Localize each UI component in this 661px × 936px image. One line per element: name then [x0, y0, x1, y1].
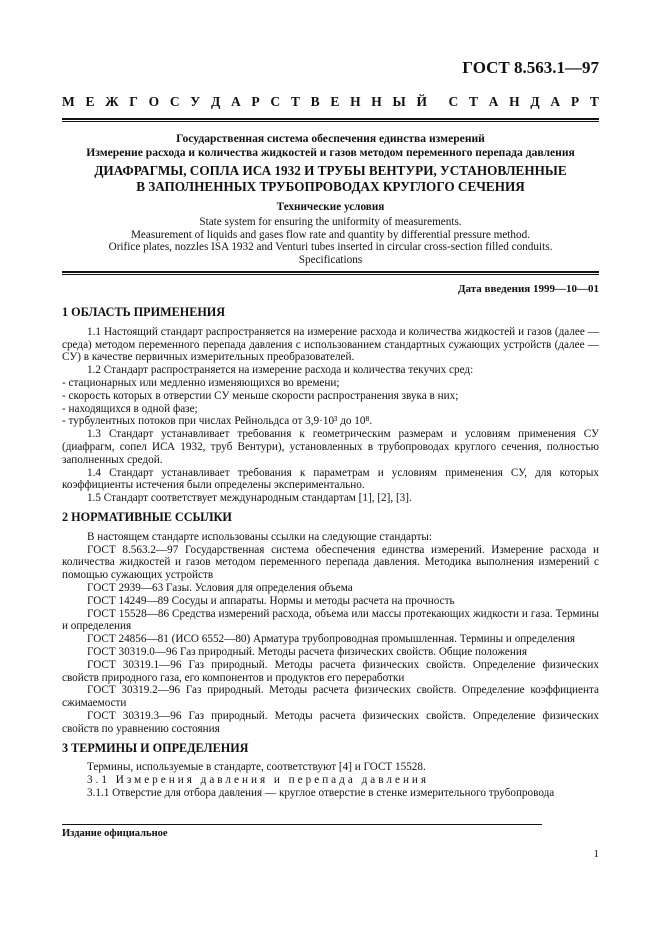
banner-letter: Ж [105, 94, 119, 109]
banner-letter: Г [129, 94, 138, 109]
section-1-bullet: - находящихся в одной фазе; [62, 402, 198, 415]
title-rule-bottom [62, 274, 599, 275]
reference-item: ГОСТ 30319.2—96 Газ природный. Методы расчета физических свойств. Определение коэффициента сжимаемости [62, 684, 599, 710]
title-line-1: Государственная система обеспечения единства измерений [176, 132, 485, 145]
reference-item: ГОСТ 2939—63 Газы. Условия для определения объема [87, 581, 353, 594]
banner-letter: Т [589, 94, 599, 109]
banner-letter: Р [251, 94, 260, 109]
interstate-standard-banner [62, 94, 599, 110]
banner-letter: У [190, 94, 201, 109]
banner-letter: Н [371, 94, 382, 109]
main-title-line-2: В ЗАПОЛНЕННЫХ ТРУБОПРОВОДАХ КРУГЛОГО СЕЧЕНИЯ [136, 178, 525, 194]
section-1-bullet: - скорость которых в отверстии СУ меньше скорости распространения звука в них; [62, 389, 459, 402]
reference-item: ГОСТ 24856—81 (ИСО 6552—80) Арматура трубопроводная промышленная. Термины и определения [87, 633, 576, 646]
reference-item: ГОСТ 30319.0—96 Газ природный. Методы расчета физических свойств. Общие положения [87, 645, 527, 658]
section-3-heading: 3 ТЕРМИНЫ И ОПРЕДЕЛЕНИЯ [62, 740, 249, 755]
section-3-intro: Термины, используемые в стандарте, соответствуют [4] и ГОСТ 15528. [87, 761, 426, 774]
english-line-2: Measurement of liquids and gases flow rate and quantity by differential pressure method. [130, 228, 530, 241]
reference-item: ГОСТ 30319.1—96 Газ природный. Методы расчета физических свойств. Определение физических свойств природного газа, его компонентов и продуктов его переработки [62, 658, 599, 684]
english-line-4: Specifications [298, 253, 363, 266]
section-2-heading: 2 НОРМАТИВНЫЕ ССЫЛКИ [62, 509, 232, 524]
title-line-2: Измерение расхода и количества жидкостей и газов методом переменного перепада давления [86, 146, 575, 159]
title-block [62, 132, 599, 214]
banner-letter: С [448, 94, 459, 109]
section-1-heading: 1 ОБЛАСТЬ ПРИМЕНЕНИЯ [62, 305, 226, 319]
footer-rule [62, 824, 542, 825]
banner-letter: В [310, 94, 320, 109]
banner-letter: Р [570, 94, 580, 109]
section-2-intro: В настоящем стандарте использованы ссылки на следующие стандарты: [87, 530, 432, 543]
section-1-bullet: - турбулентных потоков при числах Рейнольдса от 3,9·10³ до 10⁸. [62, 415, 373, 428]
banner-letter: А [230, 94, 241, 109]
banner-letter: Н [509, 94, 520, 109]
banner-letter: Т [468, 94, 478, 109]
banner-letter: М [62, 94, 75, 109]
section-1-bullet: - стационарных или медленно изменяющихся во времени; [62, 376, 340, 389]
banner-letter: Ы [392, 94, 406, 109]
section-1-paragraph: 1.1 Настоящий стандарт распространяется на измерение расхода и количества жидкостей и газов (далее — среда) методом переменного перепада давления с использованием стандартных сужающих устройств (далее — СУ) в качестве первичных измерительных преобразователей. [62, 325, 599, 364]
banner-letter: Е [85, 94, 95, 109]
banner-letter: Д [530, 94, 540, 109]
banner-letter: О [148, 94, 160, 109]
header-rule-bottom [62, 121, 599, 122]
english-title-block [62, 216, 599, 266]
header-rule-top [62, 118, 599, 120]
reference-item: ГОСТ 14249—89 Сосуды и аппараты. Нормы и методы расчета на прочность [87, 594, 455, 607]
section-3-subheading: 3.1 Измерения давления и перепада давления [87, 774, 430, 787]
section-1-paragraph: 1.4 Стандарт устанавливает требования к параметрам и условиям применения СУ, для которых коэффициенты истечения были определены экспериментально. [62, 466, 599, 492]
title-rule-top [62, 271, 599, 273]
english-line-3: Orifice plates, nozzles ISA 1932 and Venturi tubes inserted in circular cross-section filled conduits. [108, 241, 553, 254]
page-number: 1 [593, 848, 599, 860]
english-line-1: State system for ensuring the uniformity of measurements. [199, 216, 462, 228]
title-subtitle: Технические условия [276, 201, 385, 213]
banner-letter: С [270, 94, 281, 109]
banner-letter: Й [416, 94, 428, 109]
section-3-definition: 3.1.1 Отверстие для отбора давления — круглое отверстие в стенке измерительного трубопровода [87, 786, 555, 799]
document-body [62, 300, 599, 800]
standard-code: ГОСТ 8.563.1—97 [462, 58, 599, 77]
main-title-line-1: ДИАФРАГМЫ, СОПЛА ИСА 1932 И ТРУБЫ ВЕНТУРИ, УСТАНОВЛЕННЫЕ [94, 163, 567, 178]
banner-letter: Н [350, 94, 361, 109]
reference-item: ГОСТ 30319.3—96 Газ природный. Методы расчета физических свойств. Определение физических свойств по уравнению состояния [62, 709, 599, 735]
reference-item: ГОСТ 15528—86 Средства измерений расхода, объема или массы протекающих жидкости и газа. Термины и определения [62, 607, 599, 633]
reference-item: ГОСТ 8.563.2—97 Государственная система обеспечения единства измерений. Измерение расхода и количества жидкостей и газов методом переменного перепада давления. Методика выполнения измерений с помощью сужающих устройств [62, 543, 599, 582]
banner-letter: Д [210, 94, 221, 109]
banner-letter: А [488, 94, 499, 109]
banner-letter: А [550, 94, 561, 109]
banner-letter: С [169, 94, 180, 109]
banner-letter: Е [330, 94, 340, 109]
edition-label: Издание официальное [62, 828, 168, 839]
section-1-paragraph: 1.5 Стандарт соответствует международным стандартам [1], [2], [3]. [87, 492, 412, 505]
effective-date: Дата введения 1999—10—01 [457, 283, 599, 295]
section-1-paragraph: 1.3 Стандарт устанавливает требования к геометрическим размерам и условиям применения СУ (диафрагм, сопел ИСА 1932, труб Вентури), установленных в трубопроводах круглого сечения, полностью заполненных средой. [62, 428, 599, 466]
section-1-paragraph: 1.2 Стандарт распространяется на измерение расхода и количества текучих сред: [87, 364, 474, 377]
banner-letter: Т [290, 94, 300, 109]
